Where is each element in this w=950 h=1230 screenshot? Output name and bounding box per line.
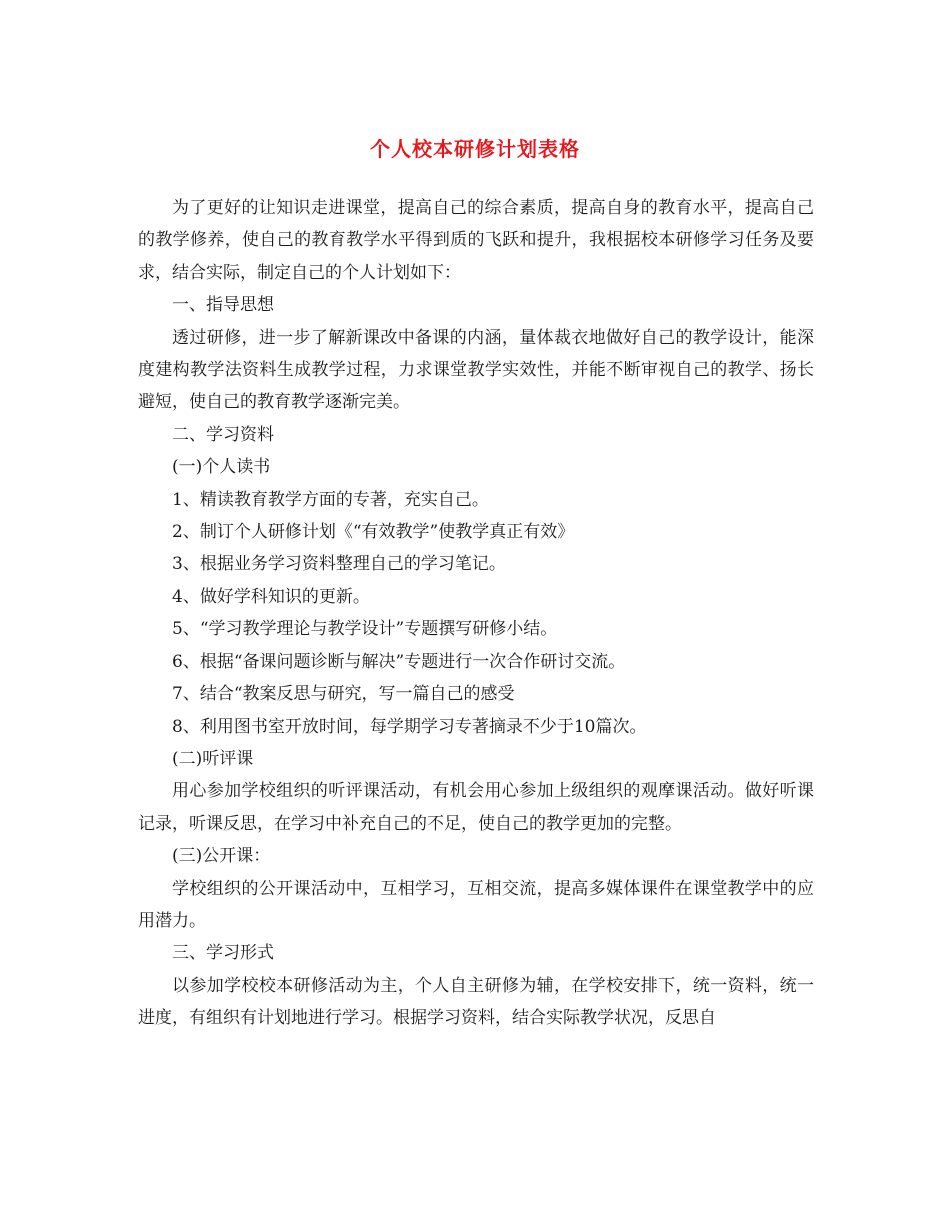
list-item: 3、根据业务学习资料整理自己的学习笔记。 [172, 554, 506, 575]
list-item: 5、“学习教学理论与教学设计”专题撰写研修小结。 [172, 619, 558, 640]
paragraph-open-class: 学校组织的公开课活动中，互相学习，互相交流，提高多媒体课件在课堂教学中的应用潜力。 [138, 878, 814, 931]
paragraph-guiding-ideology: 透过研修，进一步了解新课改中备课的内涵，量体裁衣地做好自己的教学设计，能深度建构教学法资料生成教学过程，力求课堂教学实效性，并能不断审视自己的教学、扬长避短，使自己的教育教学逐渐完美。 [138, 327, 814, 413]
list-item: 6、根据“备课问题诊断与解决”专题进行一次合作研讨交流。 [172, 651, 626, 672]
heading-learning-form: 三、学习形式 [172, 943, 274, 964]
paragraph-intro: 为了更好的让知识走进课堂，提高自己的综合素质，提高自身的教育水平，提高自己的教学修养，使自己的教育教学水平得到质的飞跃和提升，我根据校本研修学习任务及要求，结合实际，制定自己的个人计划如下： [138, 198, 814, 283]
document-body [138, 192, 814, 1035]
list-item: 4、做好学科知识的更新。 [172, 586, 370, 607]
list-item: 1、精读教育教学方面的专著，充实自己。 [172, 489, 489, 510]
paragraph-lesson-observation: 用心参加学校组织的听评课活动，有机会用心参加上级组织的观摩课活动。做好听课记录，听课反思，在学习中补充自己的不足，使自己的教学更加的完整。 [138, 781, 814, 834]
subheading-open-class: (三)公开课： [172, 846, 271, 867]
subheading-personal-reading: (一)个人读书 [172, 457, 271, 478]
heading-guiding-ideology: 一、指导思想 [172, 295, 274, 316]
document-title: 个人校本研修计划表格 [370, 137, 580, 162]
heading-learning-materials: 二、学习资料 [172, 424, 274, 445]
paragraph-learning-form: 以参加学校校本研修活动为主，个人自主研修为辅，在学校安排下，统一资料，统一进度，有组织有计划地进行学习。根据学习资料，结合实际教学状况，反思自 [138, 975, 814, 1029]
list-item: 7、结合“教案反思与研究，写一篇自己的感受 [172, 684, 515, 705]
subheading-lesson-observation: (二)听评课 [172, 748, 254, 769]
list-item: 8、利用图书室开放时间，每学期学习专著摘录不少于10篇次。 [172, 716, 647, 737]
list-item: 2、制订个人研修计划《“有效教学”使教学真正有效》 [172, 522, 575, 543]
